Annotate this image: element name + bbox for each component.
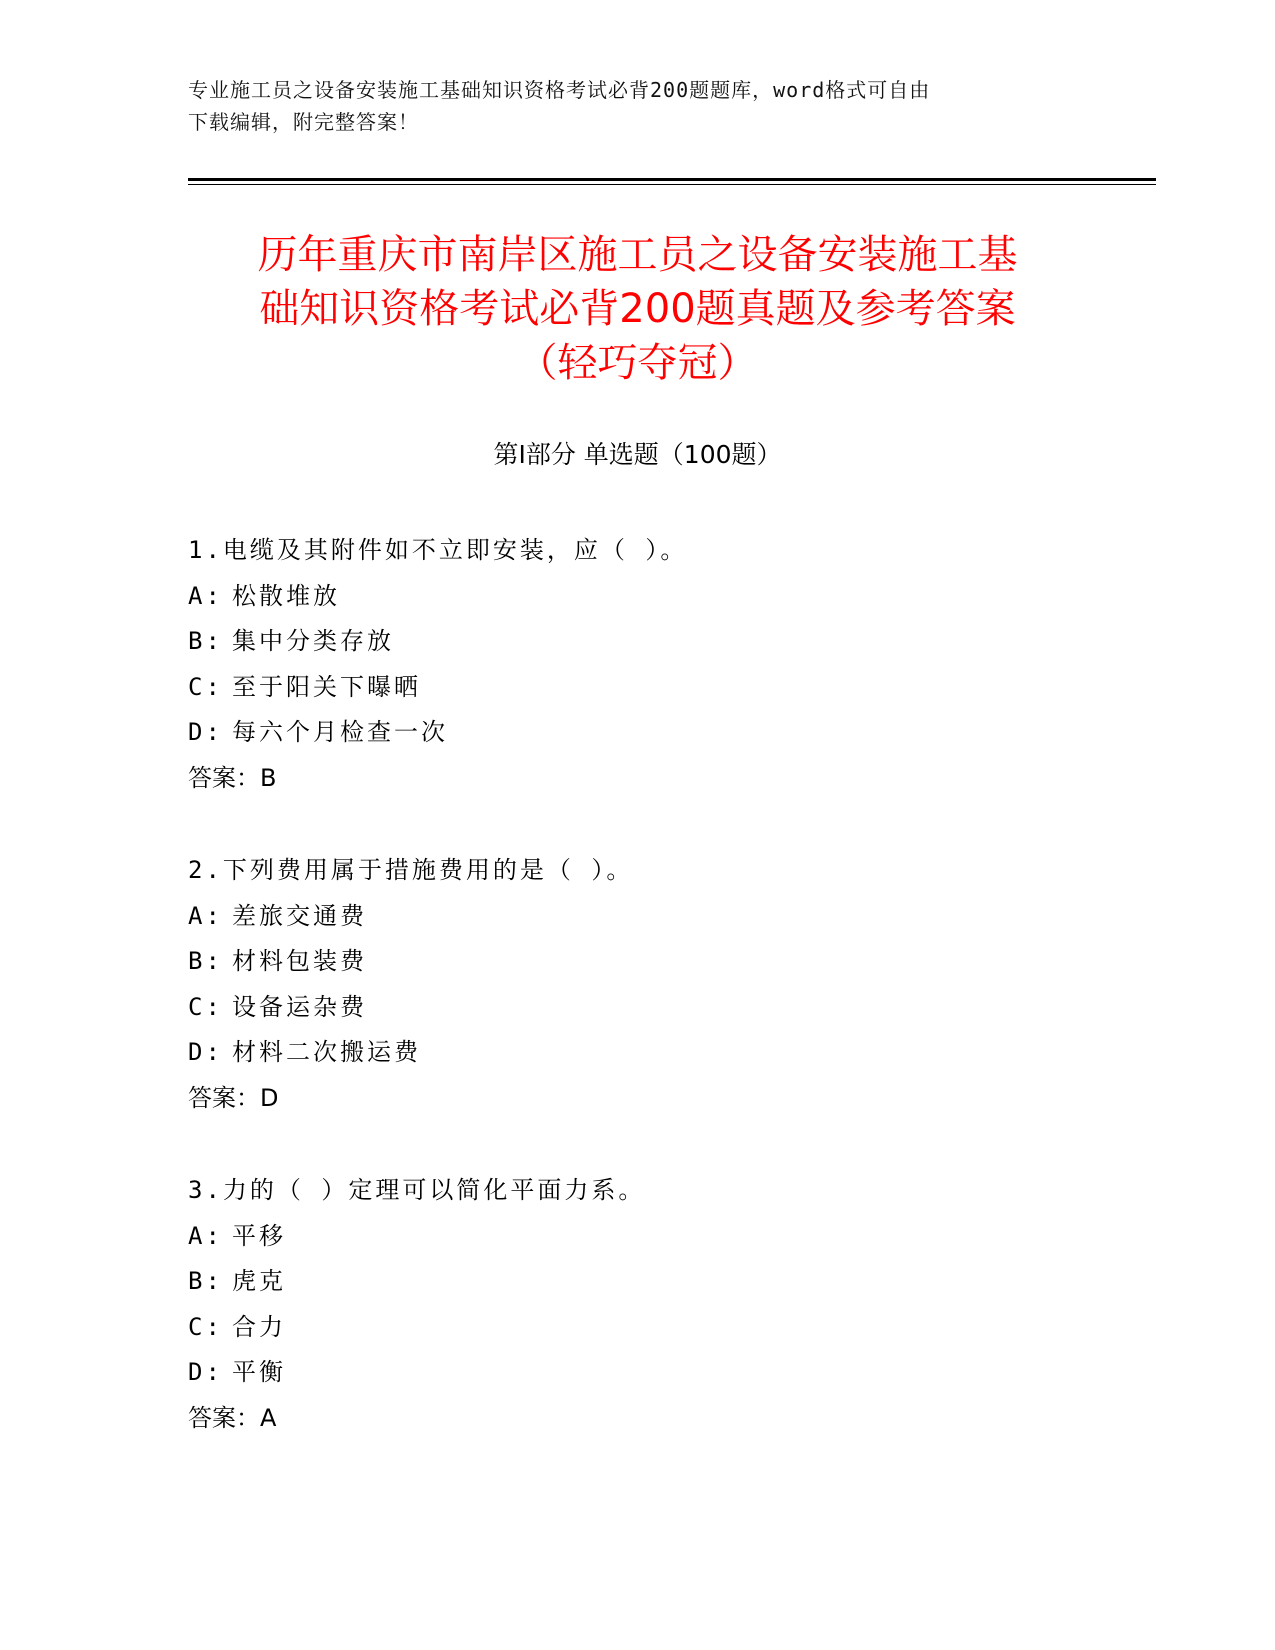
option-d bbox=[188, 1030, 1138, 1076]
option-key: D: bbox=[188, 718, 223, 746]
option-text: 差旅交通费 bbox=[232, 901, 367, 930]
option-a bbox=[188, 1214, 1138, 1260]
option-d bbox=[188, 710, 1138, 756]
option-key: A: bbox=[188, 901, 223, 930]
header-note bbox=[188, 74, 1088, 138]
title-line: 础知识资格考试必背200题真题及参考答案 bbox=[259, 286, 1016, 332]
option-key: D: bbox=[188, 1038, 223, 1066]
question-item bbox=[188, 848, 1138, 1168]
option-a bbox=[188, 894, 1138, 940]
title-line: （轻巧夺冠） bbox=[517, 340, 758, 386]
header-note-line: 专业施工员之设备安装施工基础知识资格考试必背200题题库，word格式可自由 bbox=[188, 78, 931, 102]
answer-line: 答案：A bbox=[188, 1403, 277, 1432]
header-divider-thin bbox=[188, 184, 1156, 185]
question-stem: 1.电缆及其附件如不立即安装，应（ ）。 bbox=[188, 536, 688, 564]
option-b bbox=[188, 619, 1138, 665]
option-key: C: bbox=[188, 992, 223, 1021]
option-c bbox=[188, 1305, 1138, 1351]
document-title bbox=[150, 228, 1125, 390]
option-key: C: bbox=[188, 672, 223, 701]
option-text: 松散堆放 bbox=[232, 581, 340, 610]
option-text: 虎克 bbox=[232, 1267, 286, 1295]
option-key: C: bbox=[188, 1312, 223, 1341]
option-text: 至于阳关下曝晒 bbox=[232, 672, 421, 701]
option-text: 集中分类存放 bbox=[232, 627, 394, 655]
option-key: A: bbox=[188, 581, 223, 610]
question-item bbox=[188, 528, 1138, 848]
option-key: B: bbox=[188, 1267, 223, 1295]
option-key: D: bbox=[188, 1358, 223, 1386]
question-item bbox=[188, 1168, 1138, 1488]
option-text: 设备运杂费 bbox=[232, 992, 367, 1021]
question-stem: 2.下列费用属于措施费用的是（ ）。 bbox=[188, 856, 634, 884]
option-text: 合力 bbox=[232, 1312, 286, 1341]
option-key: B: bbox=[188, 627, 223, 655]
title-line: 历年重庆市南岸区施工员之设备安装施工基 bbox=[257, 232, 1018, 278]
option-d bbox=[188, 1350, 1138, 1396]
option-text: 平衡 bbox=[232, 1358, 286, 1386]
option-text: 每六个月检查一次 bbox=[232, 718, 448, 746]
option-text: 平移 bbox=[232, 1221, 286, 1250]
option-b bbox=[188, 1259, 1138, 1305]
option-text: 材料二次搬运费 bbox=[232, 1038, 421, 1066]
question-list bbox=[188, 528, 1138, 1488]
question-stem: 3.力的（ ）定理可以简化平面力系。 bbox=[188, 1176, 646, 1204]
answer-line: 答案：B bbox=[188, 763, 277, 792]
option-key: A: bbox=[188, 1221, 223, 1250]
header-divider-thick bbox=[188, 178, 1156, 181]
option-c bbox=[188, 665, 1138, 711]
option-key: B: bbox=[188, 947, 223, 975]
answer-line: 答案：D bbox=[188, 1083, 279, 1112]
option-b bbox=[188, 939, 1138, 985]
section-title: 第Ⅰ部分 单选题（100题） bbox=[493, 440, 782, 469]
option-a bbox=[188, 574, 1138, 620]
option-c bbox=[188, 985, 1138, 1031]
header-note-line: 下载编辑，附完整答案！ bbox=[188, 110, 419, 134]
option-text: 材料包装费 bbox=[232, 947, 367, 975]
